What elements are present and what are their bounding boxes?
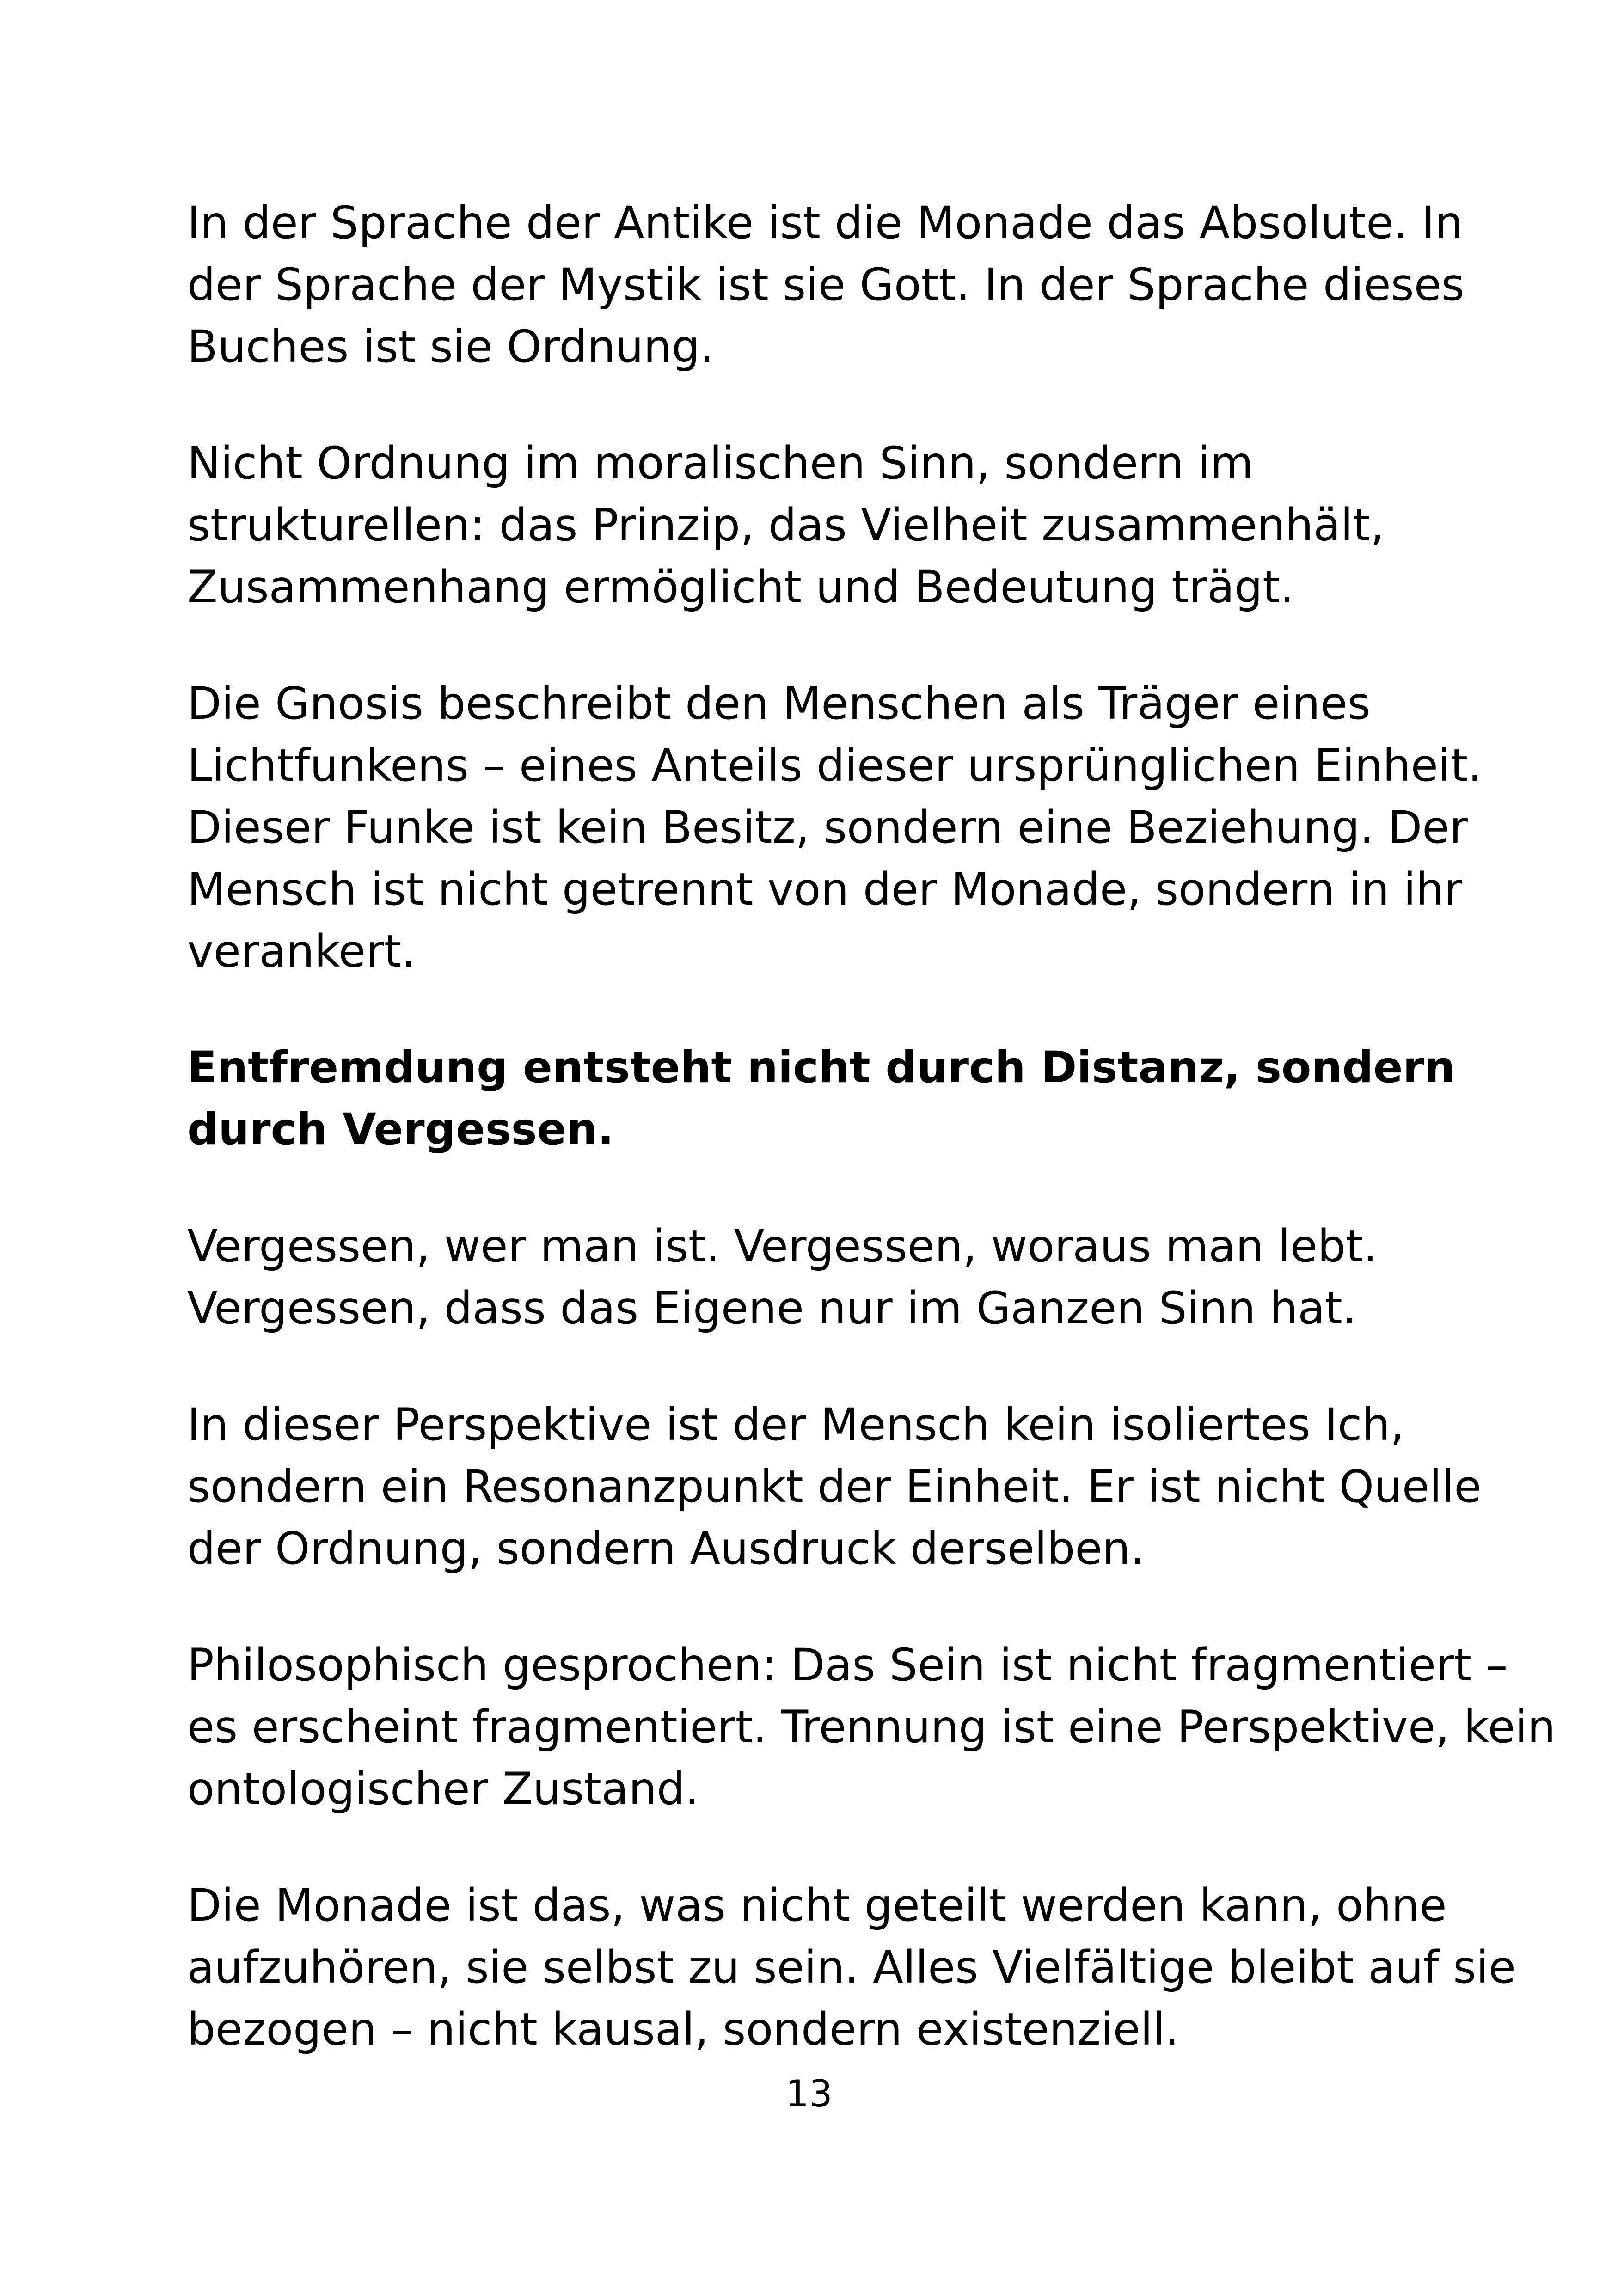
text-line: es erscheint fragmentiert. Trennung ist eine Perspektive, kein [187, 1701, 1556, 1753]
text-line: Zusammenhang ermöglicht und Bedeutung trägt. [187, 561, 1294, 613]
text-line: strukturellen: das Prinzip, das Vielheit zusammenhält, [187, 499, 1385, 551]
text-line: bezogen – nicht kausal, sondern existenziell. [187, 2003, 1179, 2055]
text-line: Vergessen, wer man ist. Vergessen, woraus man lebt. [187, 1220, 1378, 1272]
text-line: Entfremdung entsteht nicht durch Distanz, sondern [187, 1042, 1455, 1093]
text-line: Nicht Ordnung im moralischen Sinn, sondern im [187, 437, 1254, 489]
text-line: Lichtfunkens – eines Anteils dieser ursprünglichen Einheit. [187, 740, 1482, 791]
text-line: der Sprache der Mystik ist sie Gott. In der Sprache dieses [187, 259, 1465, 311]
paragraph-gnosis [187, 673, 1482, 982]
text-line: Vergessen, dass das Eigene nur im Ganzen Sinn hat. [187, 1282, 1357, 1334]
text-line: In der Sprache der Antike ist die Monade das Absolute. In [187, 197, 1463, 249]
paragraph-monade-definition [187, 1874, 1516, 2060]
text-line: Die Monade ist das, was nicht geteilt werden kann, ohne [187, 1880, 1447, 1931]
page-number: 13 [785, 2072, 833, 2115]
text-line: Die Gnosis beschreibt den Menschen als Träger eines [187, 678, 1371, 729]
text-line: aufzuhören, sie selbst zu sein. Alles Vielfältige bleibt auf sie [187, 1941, 1516, 1993]
page-body [187, 192, 1556, 2115]
text-line: sondern ein Resonanzpunkt der Einheit. Er ist nicht Quelle [187, 1461, 1482, 1512]
text-line: durch Vergessen. [187, 1104, 614, 1155]
paragraph-perspektive [187, 1394, 1482, 1580]
text-line: In dieser Perspektive ist der Mensch kein isoliertes Ich, [187, 1399, 1404, 1451]
paragraph-ordnung [187, 432, 1454, 618]
paragraph-philosophisch [187, 1634, 1556, 1820]
paragraph-monade-intro [187, 192, 1465, 378]
text-line: Mensch ist nicht getrennt von der Monade, sondern in ihr [187, 863, 1462, 915]
text-line: Dieser Funke ist kein Besitz, sondern eine Beziehung. Der [187, 802, 1468, 853]
text-line: Buches ist sie Ordnung. [187, 321, 714, 373]
text-line: ontologischer Zustand. [187, 1763, 699, 1815]
paragraph-vergessen [187, 1215, 1454, 1339]
text-line: verankert. [187, 925, 416, 977]
paragraph-entfremdung-bold [187, 1037, 1454, 1161]
text-line: Philosophisch gesprochen: Das Sein ist nicht fragmentiert – [187, 1639, 1508, 1691]
text-line: der Ordnung, sondern Ausdruck derselben. [187, 1523, 1145, 1574]
